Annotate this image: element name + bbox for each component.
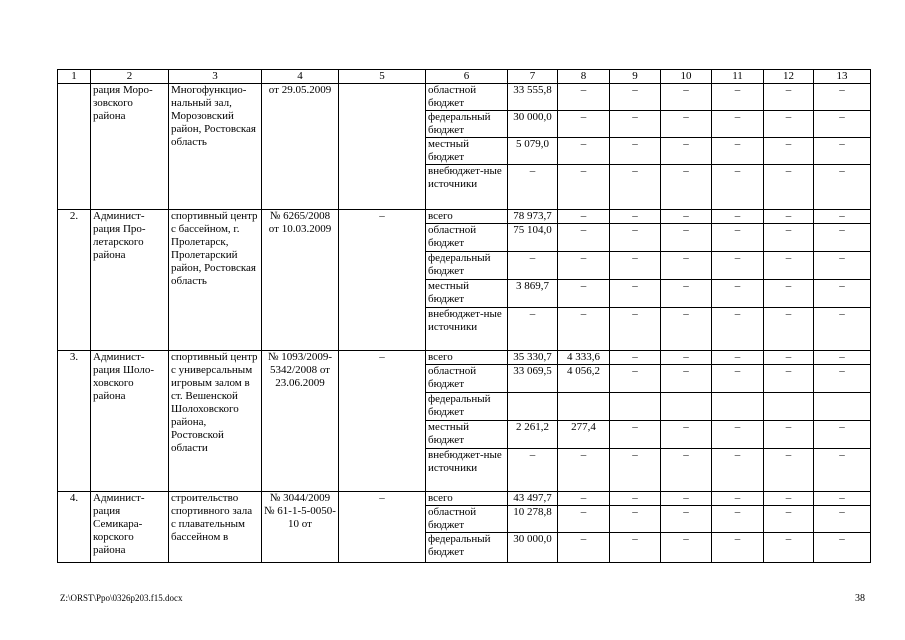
footer-file-path: Z:\ORST\Ppo\0326p203.f15.docx <box>60 593 183 603</box>
value-cell: – <box>712 165 764 210</box>
column-5-cell <box>339 84 426 210</box>
funding-source-cell: областной бюджет <box>426 84 508 111</box>
document-cell: от 29.05.2009 <box>262 84 339 210</box>
column-5-cell: – <box>339 210 426 351</box>
funding-source-cell: местный бюджет <box>426 138 508 165</box>
value-cell: – <box>610 506 661 533</box>
value-cell: – <box>764 308 814 351</box>
object-cell: спортивный центр с универсальным игровым залом в ст. Вешенской Шолоховского района, Ростовской области <box>169 351 262 492</box>
value-cell: 3 869,7 <box>508 280 558 308</box>
value-cell: – <box>712 351 764 365</box>
value-cell: – <box>712 252 764 280</box>
header-cell: 8 <box>558 70 610 84</box>
value-cell: – <box>814 308 871 351</box>
value-cell: – <box>610 308 661 351</box>
value-cell: – <box>712 449 764 492</box>
value-cell: – <box>558 252 610 280</box>
table-row <box>58 84 871 111</box>
object-cell: Многофункцио-нальный зал, Морозовский район, Ростовская область <box>169 84 262 210</box>
value-cell: – <box>712 280 764 308</box>
value-cell: – <box>764 506 814 533</box>
value-cell: – <box>558 138 610 165</box>
funding-source-cell: внебюджет-ные источники <box>426 449 508 492</box>
value-cell: – <box>661 365 712 393</box>
value-cell: – <box>764 111 814 138</box>
value-cell: – <box>610 280 661 308</box>
value-cell: – <box>814 492 871 506</box>
value-cell <box>508 393 558 421</box>
value-cell: 33 069,5 <box>508 365 558 393</box>
value-cell: – <box>610 84 661 111</box>
value-cell: – <box>814 210 871 224</box>
value-cell: – <box>712 308 764 351</box>
row-number-cell <box>58 84 91 210</box>
value-cell: – <box>661 210 712 224</box>
value-cell <box>712 393 764 421</box>
header-cell: 11 <box>712 70 764 84</box>
value-cell: – <box>764 84 814 111</box>
organization-cell: Админист-рация Семикара-корского района <box>91 492 169 563</box>
value-cell: – <box>712 138 764 165</box>
value-cell <box>558 393 610 421</box>
value-cell: – <box>661 449 712 492</box>
value-cell: – <box>764 210 814 224</box>
funding-source-cell: местный бюджет <box>426 280 508 308</box>
value-cell: – <box>610 365 661 393</box>
funding-source-cell: всего <box>426 351 508 365</box>
value-cell: – <box>764 351 814 365</box>
object-cell: строительство спортивного зала с плавательным бассейном в <box>169 492 262 563</box>
value-cell: 75 104,0 <box>508 224 558 252</box>
header-cell: 5 <box>339 70 426 84</box>
funding-source-cell: внебюджет-ные источники <box>426 165 508 210</box>
table-row <box>58 351 871 365</box>
value-cell: 30 000,0 <box>508 533 558 563</box>
value-cell: – <box>661 308 712 351</box>
value-cell: – <box>764 252 814 280</box>
header-cell: 13 <box>814 70 871 84</box>
value-cell: – <box>814 365 871 393</box>
value-cell: – <box>508 308 558 351</box>
row-number-cell: 2. <box>58 210 91 351</box>
value-cell <box>610 393 661 421</box>
row-number-cell: 4. <box>58 492 91 563</box>
value-cell: – <box>610 138 661 165</box>
value-cell: 4 333,6 <box>558 351 610 365</box>
value-cell: 2 261,2 <box>508 421 558 449</box>
value-cell: – <box>610 492 661 506</box>
value-cell: – <box>814 252 871 280</box>
value-cell: – <box>558 492 610 506</box>
value-cell: 4 056,2 <box>558 365 610 393</box>
value-cell: – <box>661 84 712 111</box>
value-cell: – <box>558 308 610 351</box>
value-cell: – <box>712 533 764 563</box>
value-cell: – <box>661 421 712 449</box>
header-cell: 2 <box>91 70 169 84</box>
value-cell: – <box>558 84 610 111</box>
table-row <box>58 210 871 224</box>
header-cell: 1 <box>58 70 91 84</box>
value-cell: – <box>814 138 871 165</box>
value-cell: – <box>661 224 712 252</box>
table-row <box>58 492 871 506</box>
value-cell: 33 555,8 <box>508 84 558 111</box>
value-cell: – <box>661 280 712 308</box>
value-cell: – <box>610 421 661 449</box>
value-cell: – <box>558 111 610 138</box>
value-cell: – <box>712 506 764 533</box>
budget-table <box>57 69 871 563</box>
header-cell: 3 <box>169 70 262 84</box>
funding-source-cell: всего <box>426 210 508 224</box>
value-cell: – <box>764 138 814 165</box>
value-cell: – <box>814 533 871 563</box>
value-cell: – <box>712 210 764 224</box>
object-cell: спортивный центр с бассейном, г. Пролетарск, Пролетарский район, Ростовская область <box>169 210 262 351</box>
value-cell: 43 497,7 <box>508 492 558 506</box>
column-5-cell: – <box>339 492 426 563</box>
value-cell <box>764 393 814 421</box>
funding-source-cell: всего <box>426 492 508 506</box>
column-5-cell: – <box>339 351 426 492</box>
value-cell: – <box>764 365 814 393</box>
value-cell: – <box>712 224 764 252</box>
document-cell: № 6265/2008 от 10.03.2009 <box>262 210 339 351</box>
header-cell: 9 <box>610 70 661 84</box>
footer-page-number: 38 <box>855 593 865 604</box>
row-number-cell: 3. <box>58 351 91 492</box>
value-cell: – <box>610 210 661 224</box>
value-cell: – <box>610 533 661 563</box>
value-cell: – <box>661 138 712 165</box>
value-cell: – <box>814 111 871 138</box>
funding-source-cell: областной бюджет <box>426 506 508 533</box>
value-cell: – <box>814 165 871 210</box>
value-cell: – <box>814 351 871 365</box>
organization-cell: Админист-рация Шоло-ховского района <box>91 351 169 492</box>
header-cell: 6 <box>426 70 508 84</box>
value-cell: – <box>764 224 814 252</box>
value-cell: – <box>814 84 871 111</box>
value-cell: – <box>661 252 712 280</box>
funding-source-cell: местный бюджет <box>426 421 508 449</box>
value-cell: – <box>661 533 712 563</box>
value-cell: – <box>712 421 764 449</box>
header-cell: 4 <box>262 70 339 84</box>
table-body <box>58 70 871 563</box>
funding-source-cell: областной бюджет <box>426 224 508 252</box>
value-cell: 35 330,7 <box>508 351 558 365</box>
header-cell: 7 <box>508 70 558 84</box>
value-cell: – <box>610 111 661 138</box>
value-cell: – <box>661 165 712 210</box>
value-cell: – <box>558 533 610 563</box>
funding-source-cell: федеральный бюджет <box>426 533 508 563</box>
value-cell: – <box>508 252 558 280</box>
value-cell: – <box>558 210 610 224</box>
value-cell: – <box>610 449 661 492</box>
value-cell: – <box>712 84 764 111</box>
value-cell: – <box>558 165 610 210</box>
column-number-row <box>58 70 871 84</box>
funding-source-cell: внебюджет-ные источники <box>426 308 508 351</box>
value-cell: 10 278,8 <box>508 506 558 533</box>
value-cell: – <box>508 449 558 492</box>
value-cell: – <box>661 492 712 506</box>
value-cell: – <box>712 111 764 138</box>
value-cell: – <box>814 280 871 308</box>
value-cell: 5 079,0 <box>508 138 558 165</box>
value-cell: – <box>661 111 712 138</box>
value-cell: – <box>712 365 764 393</box>
header-cell: 10 <box>661 70 712 84</box>
value-cell: 277,4 <box>558 421 610 449</box>
budget-table-container <box>57 69 870 563</box>
value-cell: – <box>814 224 871 252</box>
organization-cell: Админист-рация Про-летарского района <box>91 210 169 351</box>
value-cell: – <box>661 506 712 533</box>
document-cell: № 1093/2009-5342/2008 от 23.06.2009 <box>262 351 339 492</box>
funding-source-cell: федеральный бюджет <box>426 252 508 280</box>
header-cell: 12 <box>764 70 814 84</box>
value-cell: – <box>764 533 814 563</box>
value-cell: – <box>764 492 814 506</box>
value-cell: – <box>764 165 814 210</box>
value-cell: – <box>712 492 764 506</box>
value-cell <box>661 393 712 421</box>
value-cell: – <box>661 351 712 365</box>
funding-source-cell: федеральный бюджет <box>426 111 508 138</box>
value-cell: – <box>814 506 871 533</box>
value-cell: – <box>558 506 610 533</box>
value-cell: 78 973,7 <box>508 210 558 224</box>
value-cell: – <box>558 449 610 492</box>
value-cell: – <box>814 449 871 492</box>
value-cell: – <box>558 280 610 308</box>
funding-source-cell: областной бюджет <box>426 365 508 393</box>
value-cell: – <box>558 224 610 252</box>
value-cell: – <box>814 421 871 449</box>
funding-source-cell: федеральный бюджет <box>426 393 508 421</box>
value-cell: 30 000,0 <box>508 111 558 138</box>
value-cell: – <box>764 449 814 492</box>
value-cell <box>814 393 871 421</box>
value-cell: – <box>610 252 661 280</box>
document-cell: № 3044/2009 № 61-1-5-0050-10 от <box>262 492 339 563</box>
value-cell: – <box>610 224 661 252</box>
value-cell: – <box>764 280 814 308</box>
organization-cell: рация Моро-зовского района <box>91 84 169 210</box>
value-cell: – <box>610 165 661 210</box>
value-cell: – <box>764 421 814 449</box>
value-cell: – <box>508 165 558 210</box>
value-cell: – <box>610 351 661 365</box>
